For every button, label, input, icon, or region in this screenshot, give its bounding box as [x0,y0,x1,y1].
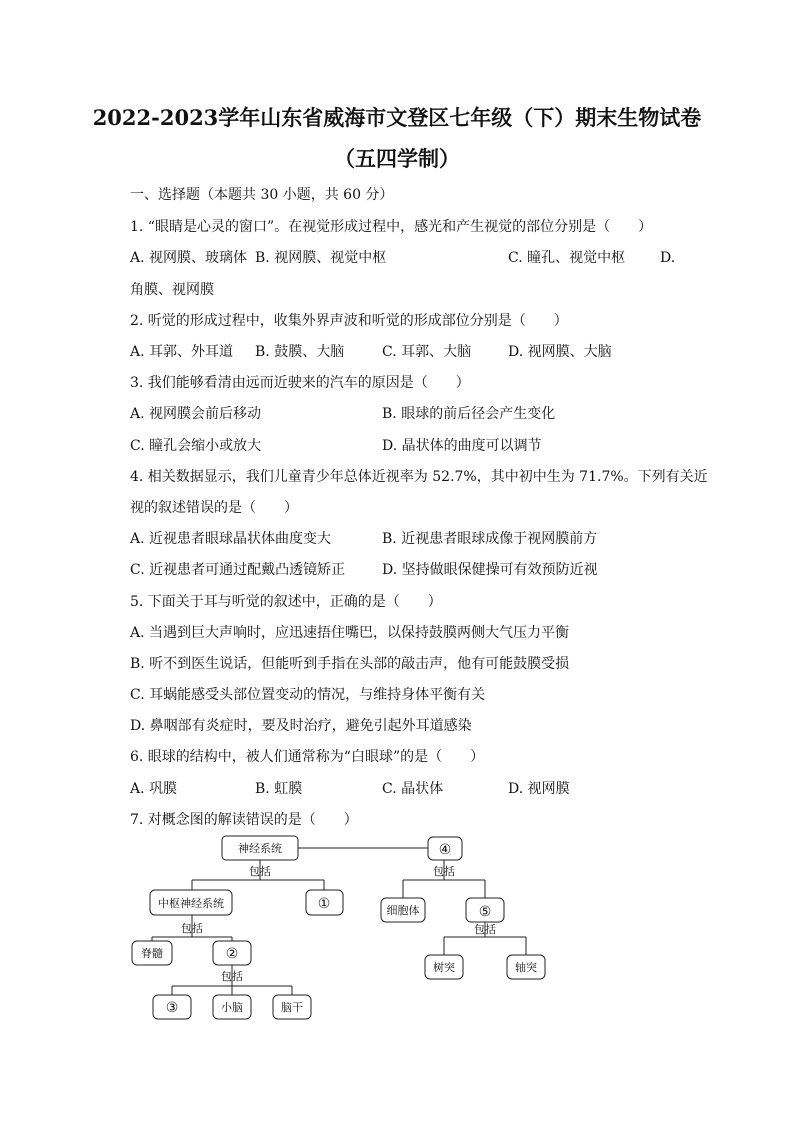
node-4: ④ [438,842,452,858]
include-label-4: 包括 [474,923,496,936]
node-2: ② [225,946,239,962]
q2-option-c: C. 耳郭、大脑 [382,344,472,360]
q1-option-b: B. 视网膜、视觉中枢 [255,250,387,266]
question-6-stem: 6. 眼球的结构中，被人们通常称为“白眼球”的是（ ） [130,749,485,765]
q4-option-b: B. 近视患者眼球成像于视网膜前方 [382,531,598,547]
node-nervous-system: 神经系统 [238,842,282,855]
question-5-stem: 5. 下面关于耳与听觉的叙述中，正确的是（ ） [130,594,442,610]
include-label-1: 包括 [249,865,271,878]
include-label-3: 包括 [181,922,203,935]
question-4-stem-cont: 视的叙述错误的是（ ） [130,500,298,516]
node-brainstem: 脑干 [281,1001,303,1014]
node-3: ③ [165,1000,179,1016]
q1-option-a: A. 视网膜、玻璃体 [130,250,248,266]
include-label-2: 包括 [433,865,455,878]
q1-option-c: C. 瞳孔、视觉中枢 [508,250,626,266]
node-1: ① [317,896,331,912]
node-central: 中枢神经系统 [158,897,224,910]
node-cell-body: 细胞体 [386,904,420,917]
node-axon: 轴突 [515,961,537,974]
question-3-stem: 3. 我们能够看清由远而近驶来的汽车的原因是（ ） [130,375,470,391]
q4-option-c: C. 近视患者可通过配戴凸透镜矫正 [130,562,346,578]
q5-option-c: C. 耳蜗能感受头部位置变动的情况，与维持身体平衡有关 [130,687,486,703]
section-heading: 一、选择题（本题共 30 小题，共 60 分） [130,187,394,203]
q2-option-a: A. 耳郭、外耳道 [130,344,234,360]
q2-option-d: D. 视网膜、大脑 [508,344,612,360]
node-5: ⑤ [478,904,492,920]
q4-option-d: D. 坚持做眼保健操可有效预防近视 [382,562,598,578]
page-title: 2022-2023学年山东省威海市文登区七年级（下）期末生物试卷 [92,105,702,130]
q5-option-b: B. 听不到医生说话，但能听到手指在头部的敲击声，他有可能鼓膜受损 [130,656,570,672]
q2-option-b: B. 鼓膜、大脑 [255,344,345,360]
q1-option-d-text: 角膜、视网膜 [130,282,214,298]
question-4-stem: 4. 相关数据显示，我们儿童青少年总体近视率为 52.7%，其中初中生为 71.7%。下列有关近 [130,469,708,485]
q3-option-c: C. 瞳孔会缩小或放大 [130,438,262,454]
q3-option-a: A. 视网膜会前后移动 [130,406,262,422]
include-label-5: 包括 [221,970,243,983]
node-cerebellum: 小脑 [221,1001,243,1014]
question-2-stem: 2. 听觉的形成过程中，收集外界声波和听觉的形成部位分别是（ ） [130,313,568,329]
question-1-stem: 1. “眼睛是心灵的窗口”。在视觉形成过程中，感光和产生视觉的部位分别是（ ） [130,219,653,235]
q5-option-d: D. 鼻咽部有炎症时，要及时治疗，避免引起外耳道感染 [130,718,472,734]
q6-option-c: C. 晶状体 [382,781,444,797]
question-7-stem: 7. 对概念图的解读错误的是（ ） [130,812,358,828]
q3-option-d: D. 晶状体的曲度可以调节 [382,438,542,454]
q6-option-a: A. 巩膜 [130,781,178,797]
node-dendrite: 树突 [433,961,455,974]
q5-option-a: A. 当遇到巨大声响时，应迅速捂住嘴巴，以保持鼓膜两侧大气压力平衡 [130,625,570,641]
q6-option-b: B. 虹膜 [255,781,303,797]
q1-option-d: D. [660,250,676,266]
q3-option-b: B. 眼球的前后径会产生变化 [382,406,556,422]
page-subtitle: （五四学制） [334,146,460,171]
q6-option-d: D. 视网膜 [508,781,570,797]
q4-option-a: A. 近视患者眼球晶状体曲度变大 [130,531,332,547]
node-spinal-cord: 脊髓 [141,947,163,960]
